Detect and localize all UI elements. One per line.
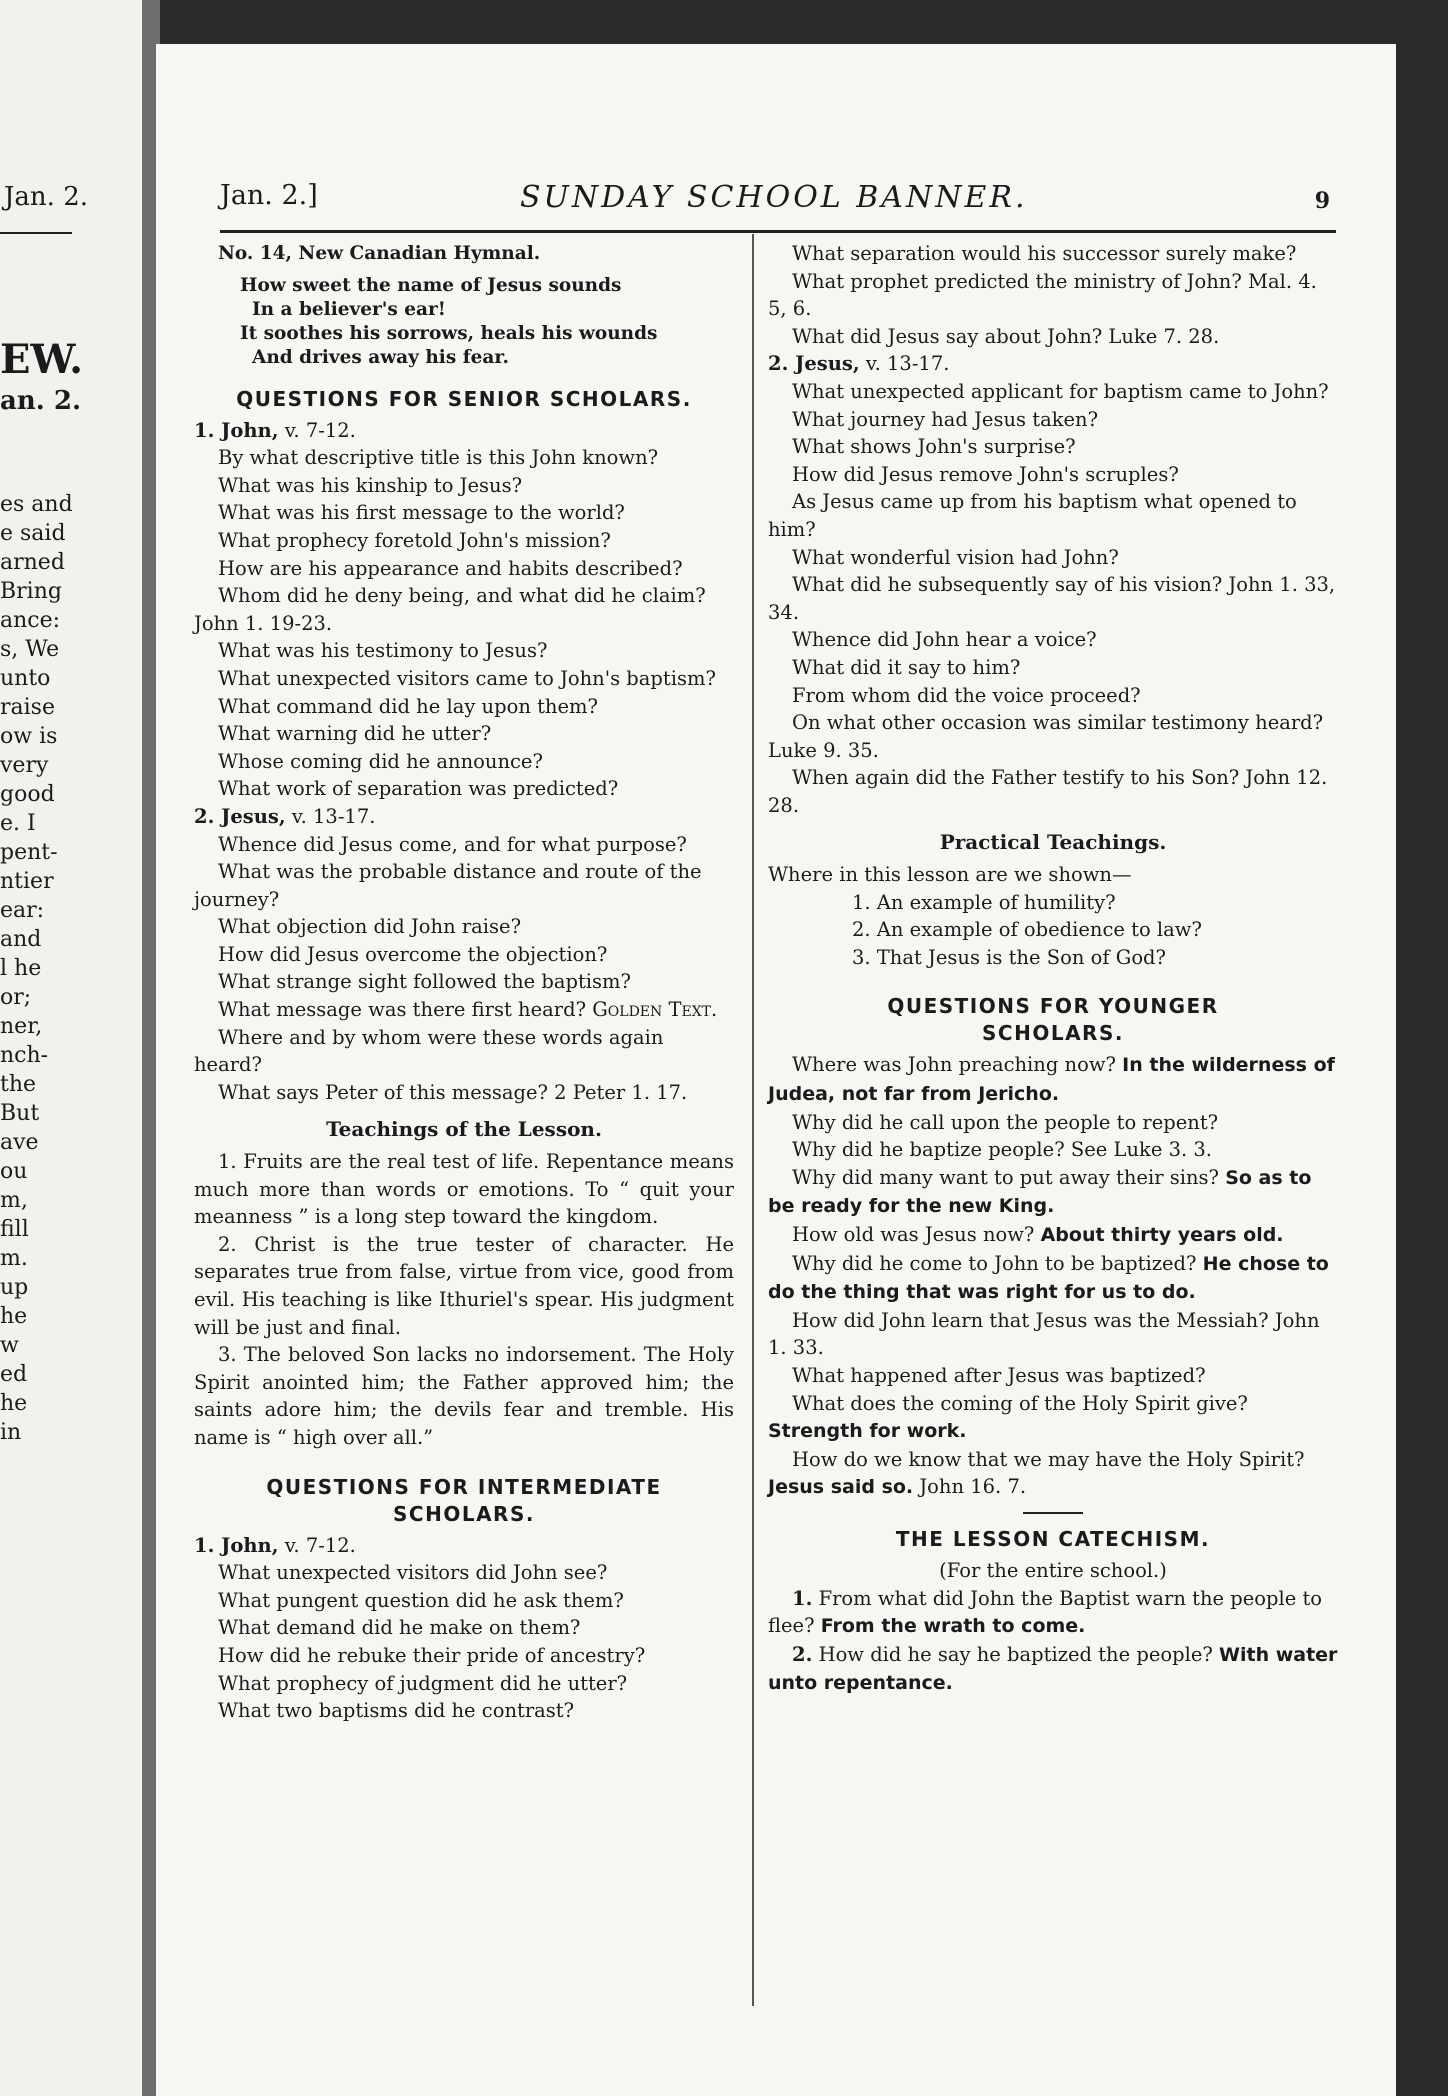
qa-item bbox=[768, 1307, 1338, 1362]
question: What objection did John raise? bbox=[218, 915, 522, 939]
question-text: What does the coming of the Holy Spirit give? bbox=[792, 1391, 1248, 1415]
practical-intro: Where in this lesson are we shown— bbox=[768, 863, 1132, 887]
left-page-fragment: e said bbox=[0, 521, 66, 546]
column-divider bbox=[752, 234, 754, 2006]
question: What was his testimony to Jesus? bbox=[218, 639, 548, 663]
hymn-line: In a believer's ear! bbox=[252, 298, 446, 320]
left-page-fragment: w bbox=[0, 1333, 19, 1358]
left-page-fragment: ance: bbox=[0, 608, 61, 633]
left-page-fragment: in bbox=[0, 1420, 22, 1445]
question: What warning did he utter? bbox=[218, 722, 492, 746]
senior-section-2 bbox=[194, 803, 734, 831]
question: How are his appearance and habits described? bbox=[218, 556, 683, 580]
qa-item bbox=[768, 1051, 1338, 1108]
senior-questions-1 bbox=[194, 444, 734, 803]
practical-item: 3. That Jesus is the Son of God? bbox=[852, 945, 1166, 969]
practical-heading: Practical Teachings. bbox=[939, 830, 1167, 855]
catechism-number: 2. bbox=[792, 1642, 813, 1666]
question: What was the probable distance and route of the journey? bbox=[194, 860, 702, 911]
teachings-heading: Teachings of the Lesson. bbox=[326, 1117, 602, 1142]
question: What unexpected applicant for baptism came to John? bbox=[792, 379, 1329, 403]
question: From whom did the voice proceed? bbox=[792, 683, 1141, 707]
left-page-fragment: good bbox=[0, 782, 55, 807]
qa-item bbox=[768, 1446, 1338, 1502]
left-page-fragment: es and bbox=[0, 492, 73, 517]
question: What says Peter of this message? 2 Peter 1. 17. bbox=[218, 1080, 688, 1104]
left-page-fragment: nch- bbox=[0, 1043, 49, 1068]
catechism-item bbox=[768, 1641, 1338, 1698]
section-title: 2. Jesus, bbox=[768, 352, 860, 376]
left-page-fragment: But bbox=[0, 1101, 40, 1126]
qa-item bbox=[768, 1362, 1338, 1390]
question: Whence did John hear a voice? bbox=[792, 628, 1097, 652]
question: What was his first message to the world? bbox=[218, 501, 625, 525]
left-page-fragment: l he bbox=[0, 956, 42, 981]
left-column bbox=[194, 240, 734, 1725]
qa-item bbox=[768, 1136, 1338, 1164]
senior-questions-2 bbox=[194, 831, 734, 997]
left-page-fragment: arned bbox=[0, 550, 65, 575]
question: What did he subsequently say of his vision? John 1. 33, 34. bbox=[768, 573, 1336, 624]
question-text: Why did he call upon the people to repent? bbox=[792, 1110, 1219, 1134]
heading-line: SCHOLARS. bbox=[393, 1501, 535, 1526]
question: As Jesus came up from his baptism what opened to him? bbox=[768, 490, 1297, 541]
question-text: How did John learn that Jesus was the Messiah? John 1. 33. bbox=[768, 1308, 1320, 1360]
question: How did Jesus overcome the objection? bbox=[218, 942, 608, 966]
left-page-fragment: raise bbox=[0, 695, 55, 720]
left-page-fragment: ntier bbox=[0, 869, 54, 894]
left-page-fragment: or; bbox=[0, 985, 32, 1010]
question: What did Jesus say about John? Luke 7. 28. bbox=[792, 324, 1220, 348]
intermediate-heading bbox=[194, 1474, 734, 1528]
question: What two baptisms did he contrast? bbox=[218, 1699, 575, 1723]
section-title: 1. John, bbox=[194, 1533, 279, 1557]
left-page-date-fragment: an. 2. bbox=[0, 386, 81, 416]
left-page-fragment: m. bbox=[0, 1246, 28, 1271]
qa-item bbox=[768, 1221, 1338, 1250]
answer-text: With water unto repentance. bbox=[768, 1643, 1338, 1695]
left-page-fragment: s, We bbox=[0, 637, 60, 662]
hymn-line: How sweet the name of Jesus sounds bbox=[240, 274, 622, 296]
left-page-fragment: up bbox=[0, 1275, 29, 1300]
question: Whence did Jesus come, and for what purpose? bbox=[218, 832, 687, 856]
left-page-edge bbox=[0, 0, 150, 2096]
catechism-item bbox=[768, 1585, 1338, 1641]
question: What demand did he make on them? bbox=[218, 1616, 581, 1640]
left-page-fragment: ear: bbox=[0, 898, 45, 923]
inter-questions-cont bbox=[768, 240, 1338, 350]
question-text: How did he say he baptized the people? bbox=[818, 1642, 1213, 1666]
question: What wonderful vision had John? bbox=[792, 545, 1119, 569]
question: What prophet predicted the ministry of John? Mal. 4. 5, 6. bbox=[768, 269, 1317, 321]
catechism-list bbox=[768, 1585, 1338, 1698]
senior-questions-2b bbox=[194, 1024, 734, 1107]
catechism-subtitle: (For the entire school.) bbox=[939, 1558, 1167, 1582]
question-text: How old was Jesus now? bbox=[792, 1223, 1035, 1246]
left-page-fragment: fill bbox=[0, 1217, 29, 1242]
younger-qa-list bbox=[768, 1051, 1338, 1502]
question: How did Jesus remove John's scruples? bbox=[792, 462, 1179, 486]
catechism-number: 1. bbox=[792, 1586, 813, 1610]
left-page-fragment: e. I bbox=[0, 811, 36, 836]
question: Where and by whom were these words again heard? bbox=[194, 1025, 664, 1077]
left-page-fragment: ou bbox=[0, 1159, 28, 1184]
question-text: From what did John the Baptist warn the people to flee? bbox=[768, 1586, 1323, 1638]
answer-text: From the wrath to come. bbox=[820, 1615, 1086, 1638]
teaching-paragraph: 1. Fruits are the real test of life. Repentance means much more than words or emotions. To “ quit your meanness ” is a long step toward the kingdom. bbox=[194, 1150, 734, 1229]
question: What separation would his successor surely make? bbox=[792, 242, 1297, 265]
left-page-fragment: ave bbox=[0, 1130, 39, 1155]
left-page-fragment: m, bbox=[0, 1188, 28, 1213]
question: What unexpected visitors did John see? bbox=[218, 1561, 608, 1585]
left-page-rule bbox=[0, 232, 72, 234]
section-title: 2. Jesus, bbox=[194, 804, 286, 828]
section-verses: v. 13-17. bbox=[291, 804, 376, 828]
running-header bbox=[220, 180, 1330, 220]
section-verses: v. 7-12. bbox=[284, 418, 356, 442]
younger-heading bbox=[768, 993, 1338, 1047]
catechism-heading: THE LESSON CATECHISM. bbox=[895, 1526, 1211, 1551]
question-text: What message was there first heard? bbox=[218, 998, 587, 1022]
senior-section-1 bbox=[194, 417, 734, 445]
question: What prophecy foretold John's mission? bbox=[218, 528, 611, 552]
qa-item bbox=[768, 1250, 1338, 1307]
left-page-fragment: very bbox=[0, 753, 49, 778]
golden-text-question bbox=[194, 996, 734, 1024]
inter-section-2 bbox=[768, 350, 1338, 378]
section-rule bbox=[1023, 1512, 1083, 1514]
question-text: What happened after Jesus was baptized? bbox=[792, 1363, 1206, 1387]
senior-heading: QUESTIONS FOR SENIOR SCHOLARS. bbox=[236, 386, 692, 411]
question: What was his kinship to Jesus? bbox=[218, 473, 523, 497]
hymn-line: It soothes his sorrows, heals his wounds bbox=[240, 322, 658, 344]
question: On what other occasion was similar testimony heard? Luke 9. 35. bbox=[768, 711, 1324, 762]
answer-text: Strength for work. bbox=[768, 1420, 967, 1443]
teachings-list bbox=[194, 1148, 734, 1452]
inter-questions-2 bbox=[768, 378, 1338, 820]
question-text: Why did he baptize people? See Luke 3. 3. bbox=[792, 1138, 1212, 1162]
section-title: 1. John, bbox=[194, 418, 279, 442]
practical-list bbox=[768, 889, 1338, 972]
inter-questions-1 bbox=[194, 1559, 734, 1725]
question: What work of separation was predicted? bbox=[218, 777, 619, 801]
question-text: Why did he come to John to be baptized? bbox=[792, 1251, 1197, 1275]
left-page-header: Jan. 2. bbox=[4, 182, 89, 212]
section-verses: v. 7-12. bbox=[284, 1533, 356, 1557]
left-page-fragment: ner, bbox=[0, 1014, 43, 1039]
answer-text: About thirty years old. bbox=[1040, 1224, 1284, 1246]
hymn-reference: No. 14, New Canadian Hymnal. bbox=[218, 243, 541, 264]
question-text: How do we know that we may have the Holy Spirit? bbox=[792, 1447, 1305, 1471]
answer-text: So as to be ready for the new King. bbox=[768, 1166, 1312, 1218]
inter-section-1 bbox=[194, 1532, 734, 1560]
header-title: SUNDAY SCHOOL BANNER. bbox=[520, 180, 1028, 215]
page bbox=[156, 44, 1396, 2096]
left-page-fragment: Bring bbox=[0, 579, 62, 604]
left-page-fragment: and bbox=[0, 927, 42, 952]
answer-text: In the wilderness of Judea, not far from Jericho. bbox=[768, 1054, 1335, 1106]
question: How did he rebuke their pride of ancestry? bbox=[218, 1643, 646, 1667]
hymn-line: And drives away his fear. bbox=[252, 346, 509, 368]
header-rule bbox=[220, 230, 1336, 233]
left-page-fragment: he bbox=[0, 1304, 28, 1329]
practical-item: 2. An example of obedience to law? bbox=[852, 918, 1202, 942]
practical-item: 1. An example of humility? bbox=[852, 890, 1116, 914]
left-page-fragment: pent- bbox=[0, 840, 58, 865]
heading-line: SCHOLARS. bbox=[982, 1021, 1124, 1046]
answer-text: Jesus said so. bbox=[768, 1476, 914, 1499]
question: Whose coming did he announce? bbox=[218, 749, 543, 773]
qa-item bbox=[768, 1390, 1338, 1446]
left-page-fragment: ow is bbox=[0, 724, 58, 749]
question: What unexpected visitors came to John's baptism? bbox=[218, 666, 716, 690]
qa-item bbox=[768, 1164, 1338, 1221]
left-page-fragment: he bbox=[0, 1391, 28, 1416]
question: What journey had Jesus taken? bbox=[792, 407, 1099, 431]
question: What pungent question did he ask them? bbox=[218, 1588, 624, 1612]
golden-text-ref: Golden Text. bbox=[592, 998, 718, 1022]
heading-line: QUESTIONS FOR YOUNGER bbox=[887, 994, 1219, 1019]
header-date: Jan. 2.] bbox=[220, 180, 318, 211]
question: Whom did he deny being, and what did he claim? John 1. 19-23. bbox=[194, 584, 706, 635]
left-page-fragment: unto bbox=[0, 666, 51, 691]
answer-text: He chose to do the thing that was right for us to do. bbox=[768, 1252, 1329, 1304]
question: By what descriptive title is this John known? bbox=[218, 446, 659, 470]
hymn-verse bbox=[240, 274, 734, 370]
question: What command did he lay upon them? bbox=[218, 694, 598, 718]
question-text: Why did many want to put away their sins? bbox=[792, 1165, 1219, 1189]
question: What shows John's surprise? bbox=[792, 435, 1076, 459]
question-text: Where was John preaching now? bbox=[792, 1053, 1116, 1077]
right-column bbox=[768, 240, 1338, 1698]
left-page-heading-fragment: EW. bbox=[0, 336, 84, 383]
heading-line: QUESTIONS FOR INTERMEDIATE bbox=[266, 1474, 662, 1499]
left-page-fragment: the bbox=[0, 1072, 37, 1097]
teaching-paragraph: 3. The beloved Son lacks no indorsement. The Holy Spirit anointed him; the Father approved him; the saints adore him; the devils fear and tremble. His name is “ high over all.” bbox=[194, 1343, 734, 1449]
left-page-fragment: ed bbox=[0, 1362, 28, 1387]
question: What strange sight followed the baptism? bbox=[218, 970, 631, 994]
question: What prophecy of judgment did he utter? bbox=[218, 1671, 628, 1695]
teaching-paragraph: 2. Christ is the true tester of character. He separates true from false, virtue from vice, good from evil. His teaching is like Ithuriel's spear. His judgment will be just and final. bbox=[194, 1232, 734, 1339]
question: When again did the Father testify to his Son? John 12. 28. bbox=[768, 766, 1328, 817]
qa-item bbox=[768, 1109, 1338, 1137]
page-number: 9 bbox=[1314, 188, 1330, 214]
section-verses: v. 13-17. bbox=[865, 352, 950, 376]
scripture-ref: John 16. 7. bbox=[919, 1475, 1027, 1499]
question: What did it say to him? bbox=[792, 655, 1021, 679]
